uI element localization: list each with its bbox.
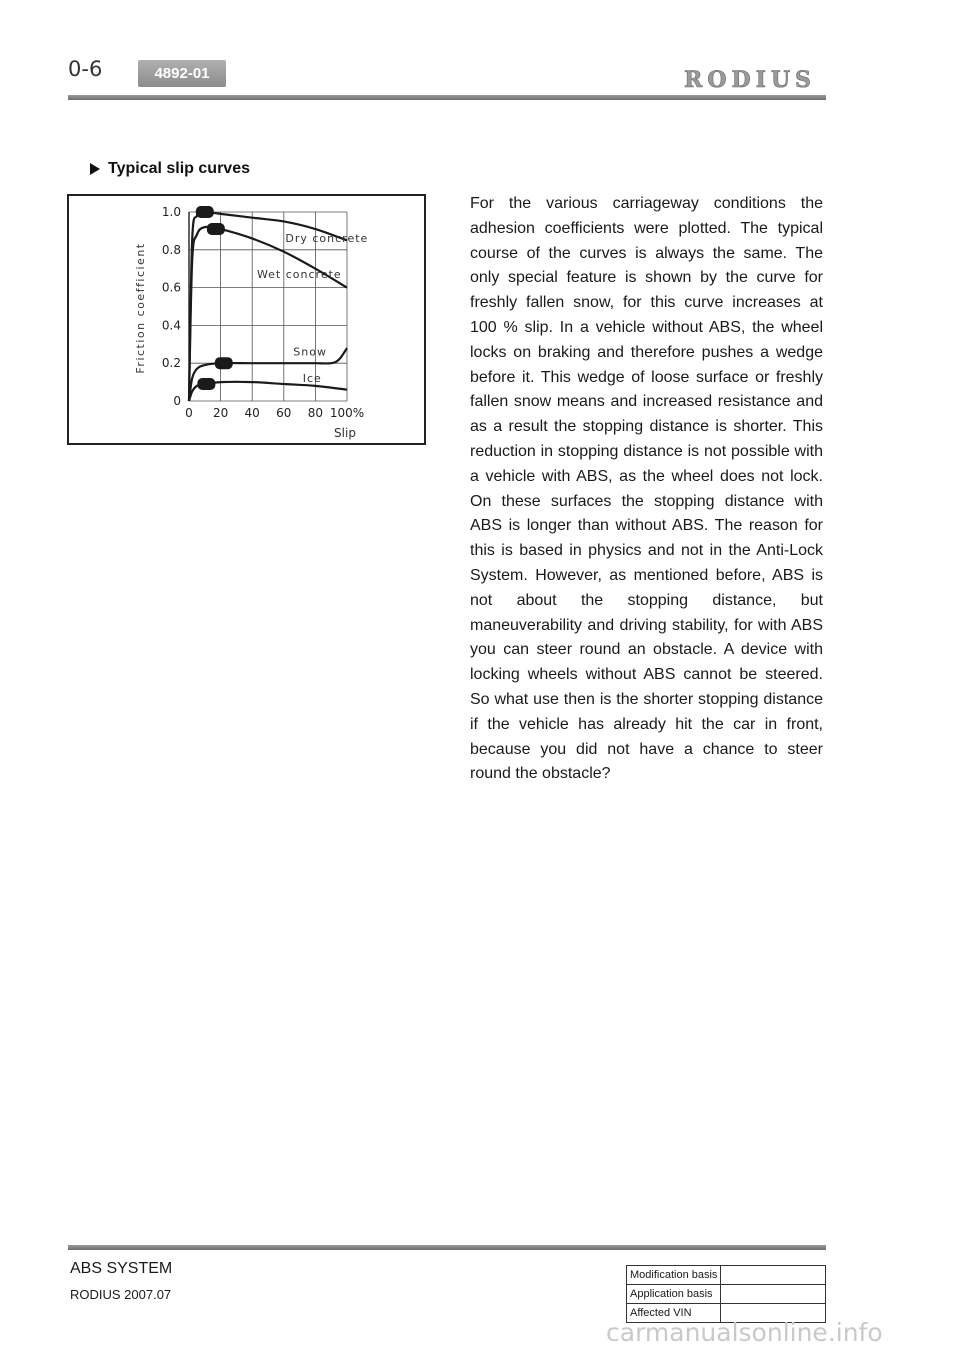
x-axis-label: Slip: [334, 426, 356, 440]
footer-section-name: ABS SYSTEM: [70, 1260, 173, 1277]
curve-annotation: Wet concrete: [256, 268, 342, 282]
modification-info-table: [626, 1265, 826, 1323]
chart-markers: [196, 206, 233, 390]
y-tick-label: 0.6: [161, 280, 181, 295]
section-title: [90, 160, 250, 178]
table-label: Affected VIN: [627, 1304, 721, 1323]
brand-logo-text: RODIUS: [684, 67, 816, 92]
x-tick-label: 60: [276, 406, 292, 420]
page-number: 0-6: [68, 57, 103, 81]
curve-annotation: Dry concrete: [285, 232, 369, 246]
peak-marker-ice: [197, 378, 215, 390]
watermark: carmanualsonline.info: [606, 1318, 883, 1347]
chart-svg: [69, 196, 424, 443]
table-value: [721, 1266, 826, 1285]
section-code-badge: 4892-01: [138, 60, 226, 87]
y-tick-label: 1.0: [161, 205, 181, 219]
footer-rule: [68, 1245, 826, 1250]
section-title-text: Typical slip curves: [108, 160, 250, 177]
header-rule: [68, 95, 826, 100]
y-tick-label: 0.2: [161, 356, 181, 371]
triangle-bullet-icon: [90, 163, 100, 175]
table-label: Application basis: [627, 1285, 721, 1304]
y-tick-label: 0.4: [161, 318, 181, 333]
peak-marker-wet-concrete: [207, 223, 225, 235]
peak-marker-snow: [215, 357, 233, 369]
curve-annotation: Ice: [302, 372, 322, 386]
slip-curve-chart: [67, 194, 426, 445]
y-tick-label: 0: [173, 394, 181, 408]
table-row: [627, 1285, 826, 1304]
curve-wet-concrete: [189, 227, 347, 401]
footer-document-id: RODIUS 2007.07: [70, 1287, 172, 1302]
table-label: Modification basis: [627, 1266, 721, 1285]
x-tick-label: 80: [307, 406, 324, 420]
x-tick-label: 40: [244, 406, 260, 420]
peak-marker-dry-concrete: [196, 206, 214, 218]
body-paragraph: For the various carriageway conditions the adhesion coefficients were plotted. The typical course of the curves is always the same. The only special feature is shown by the curve for freshly fallen snow, for this curve increases at 100 % slip. In a vehicle without ABS, the wheel locks on braking and therefore pushes a wedge before it. This wedge of loose surface or freshly fallen snow means and increased resistance and as a result the stopping distance is shorter. This reduction in stopping distance is not possible with a vehicle with ABS, as the wheel does not lock. On these surfaces the stopping distance with ABS is longer than without ABS. The reason for this is based in physics and not in the Anti-Lock System. However, as mentioned before, ABS is not about the stopping distance, but maneuverability and driving stability, for with ABS you can steer round an obstacle. A device with locking wheels without ABS cannot be steered. So what use then is the shorter stopping distance if the vehicle has already hit the car in front, because you did not have a chance to steer round the obstacle?: [470, 195, 823, 783]
curve-annotation: Snow: [293, 345, 327, 359]
x-tick-label: 100%: [329, 406, 365, 420]
table-value: [721, 1285, 826, 1304]
table-row: [627, 1266, 826, 1285]
y-axis-label: Friction coefficient: [134, 242, 147, 374]
x-tick-label: 20: [212, 406, 229, 420]
x-tick-label: 0: [185, 406, 193, 420]
brand-logo: [672, 66, 828, 92]
y-tick-label: 0.8: [161, 242, 181, 257]
